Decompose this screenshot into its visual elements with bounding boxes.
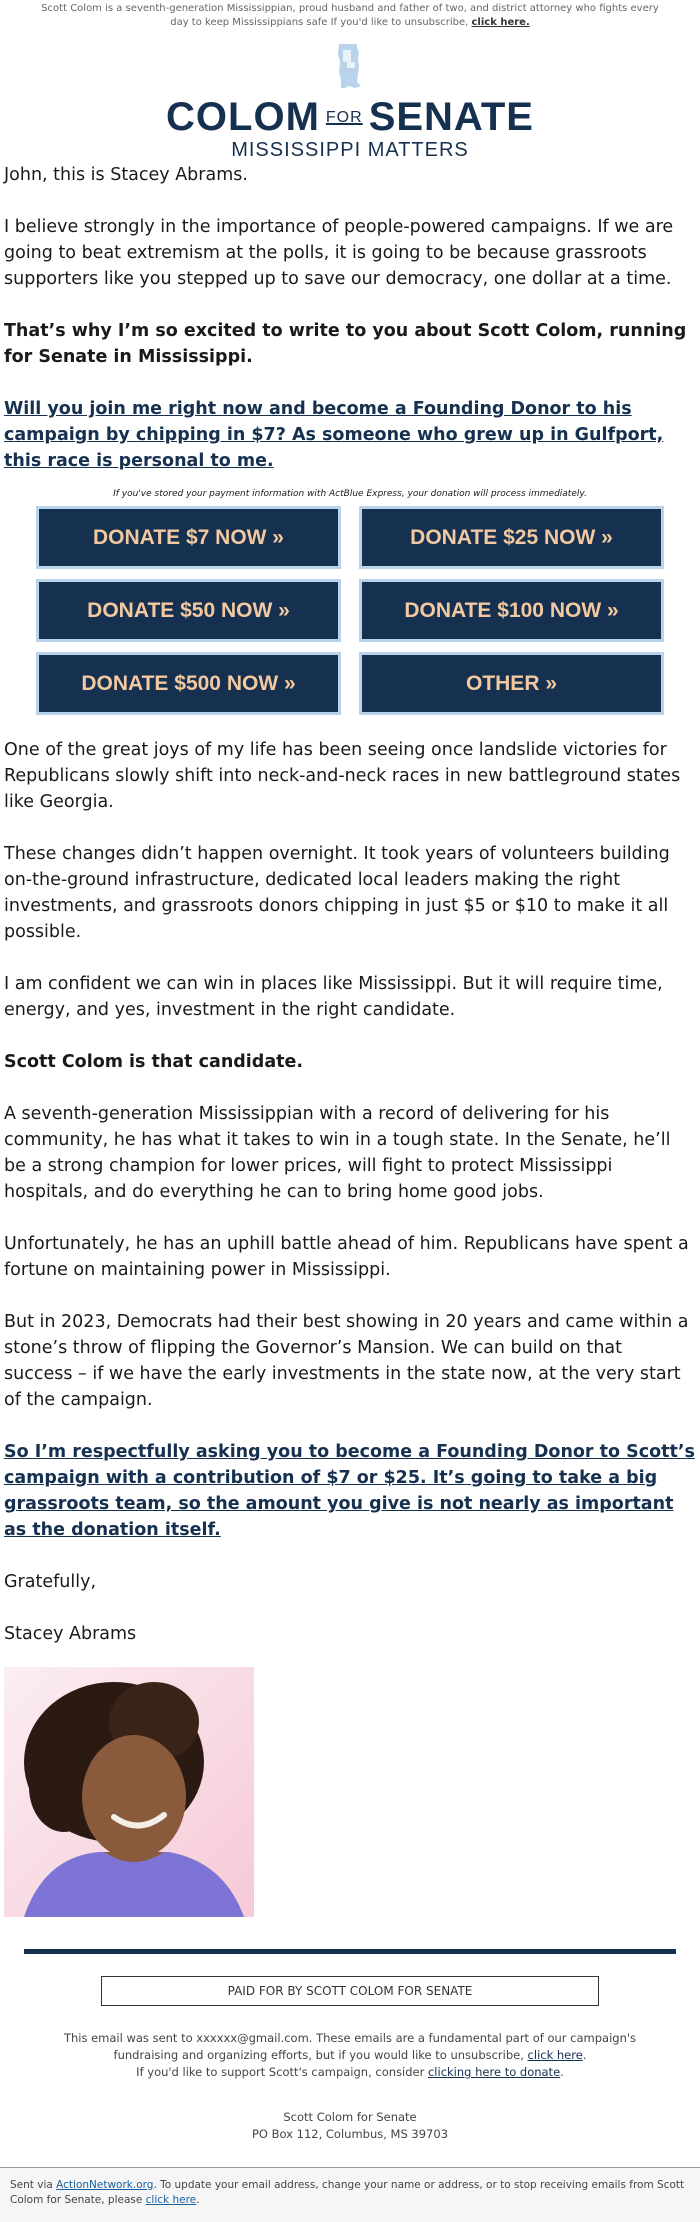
footer-support-text: If you'd like to support Scott's campaign, consider: [136, 2065, 428, 2079]
footer-unsubscribe-link[interactable]: click here: [527, 2048, 583, 2062]
logo-word-colom: COLOM: [166, 95, 320, 139]
campaign-logo: [0, 42, 700, 162]
preheader-text: Scott Colom is a seventh-generation Mississippian, proud husband and father of two, and district attorney who fights every day to keep Mississippians safe If you'd like to unsubscribe,: [41, 3, 659, 28]
donate-ask-link[interactable]: Will you join me right now and become a Founding Donor to his campaign by chipping in $7? As someone who grew up in Gulfport, this race is personal to me.: [4, 399, 664, 471]
actionnetwork-link[interactable]: ActionNetwork.org: [56, 2179, 154, 2191]
logo-tagline: MISSISSIPPI MATTERS: [231, 139, 469, 161]
footer-divider: [24, 1949, 676, 1954]
paragraph-5: These changes didn’t happen overnight. It took years of volunteers building on-the-ground infrastructure, dedicated local leaders making the right investments, and grassroots donors chipping in just $5 or $10 to make it all possible.: [4, 844, 670, 942]
paragraph-1: I believe strongly in the importance of people-powered campaigns. If we are going to beat extremism at the polls, it is going to be because grassroots supporters like you stepped up to save our democracy, one dollar at a time.: [4, 217, 674, 289]
footer-po-box: PO Box 112, Columbus, MS 39703: [251, 2127, 449, 2141]
stacey-abrams-photo: [4, 1667, 254, 1917]
letter-body-continued: [0, 737, 700, 1647]
actblue-note: If you've stored your payment information with ActBlue Express, your donation will process immediately.: [113, 489, 587, 499]
bottom-click-here-link[interactable]: click here: [145, 2194, 197, 2206]
donate-7-button[interactable]: DONATE $7 NOW »: [36, 506, 341, 569]
footer-donate-link[interactable]: clicking here to donate: [427, 2065, 561, 2079]
footer-address: [0, 2109, 700, 2143]
logo-word-senate: SENATE: [368, 95, 534, 139]
donate-500-button[interactable]: DONATE $500 NOW »: [36, 652, 341, 715]
signature: Stacey Abrams: [4, 1624, 137, 1644]
paragraph-6: I am confident we can win in places like Mississippi. But it will require time, energy, and yes, investment in the right candidate.: [4, 974, 663, 1020]
footer-sent-text: This email was sent to xxxxxx@gmail.com. These emails are a fundamental part of our campaign's fundraising and organizing efforts, but if you would like to unsubscribe,: [63, 2031, 637, 2062]
greeting: John, this is Stacey Abrams.: [4, 165, 248, 185]
donate-100-button[interactable]: DONATE $100 NOW »: [359, 579, 664, 642]
paragraph-10: But in 2023, Democrats had their best showing in 20 years and came within a stone’s throw of flipping the Governor’s Mansion. We can build on that success – if we have the early investments in the state now, at the very start of the campaign.: [4, 1312, 689, 1410]
letter-body: [0, 162, 700, 474]
footer-org-name: Scott Colom for Senate: [283, 2110, 417, 2124]
logo-word-for: FOR: [325, 109, 363, 126]
preheader: [0, 0, 700, 30]
donate-other-button[interactable]: OTHER »: [359, 652, 664, 715]
paragraph-9: Unfortunately, he has an uphill battle ahead of him. Republicans have spent a fortune on maintaining power in Mississippi.: [4, 1234, 689, 1280]
preheader-unsubscribe-link[interactable]: click here.: [471, 17, 530, 28]
paragraph-4: One of the great joys of my life has been seeing once landslide victories for Republicans slowly shift into neck-and-neck races in new battleground states like Georgia.: [4, 740, 681, 812]
bottom-text: . To update your email address, change your name or address, or to stop receiving emails from Scott Colom for Senate, please: [10, 2179, 685, 2206]
actionnetwork-bar: Sent via ActionNetwork.org. To update your email address, change your name or address, or to stop receiving emails from Scott Colom for Senate, please click here.: [0, 2167, 700, 2222]
paragraph-8: A seventh-generation Mississippian with a record of delivering for his community, he has what it takes to win in a tough state. In the Senate, he’ll be a strong champion for lower prices, will fight to protect Mississippi hospitals, and do everything he can to bring home good jobs.: [4, 1104, 671, 1202]
footer-notice: This email was sent to xxxxxx@gmail.com. These emails are a fundamental part of our campaign's fundraising and organizing efforts, but if you would like to unsubscribe, click here. If you'd like to support Scott's campaign, consider clicking here to donate.: [63, 2031, 637, 2079]
donate-25-button[interactable]: DONATE $25 NOW »: [359, 506, 664, 569]
founding-donor-link[interactable]: So I’m respectfully asking you to become a Founding Donor to Scott’s campaign with a contribution of $7 or $25. It’s going to take a big grassroots team, so the amount you give is not nearly as important as the donation itself.: [4, 1442, 695, 1540]
paragraph-7: Scott Colom is that candidate.: [4, 1052, 304, 1072]
paragraph-2: That’s why I’m so excited to write to you about Scott Colom, running for Senate in Mississippi.: [4, 321, 687, 367]
bottom-prefix: Sent via: [10, 2179, 57, 2191]
donate-50-button[interactable]: DONATE $50 NOW »: [36, 579, 341, 642]
paid-for-disclaimer: PAID FOR BY SCOTT COLOM FOR SENATE: [101, 1976, 599, 2006]
logo-wordmark: [0, 96, 700, 139]
closing: Gratefully,: [4, 1572, 97, 1592]
mississippi-state-icon: [335, 42, 365, 90]
donate-button-grid: [0, 506, 700, 715]
